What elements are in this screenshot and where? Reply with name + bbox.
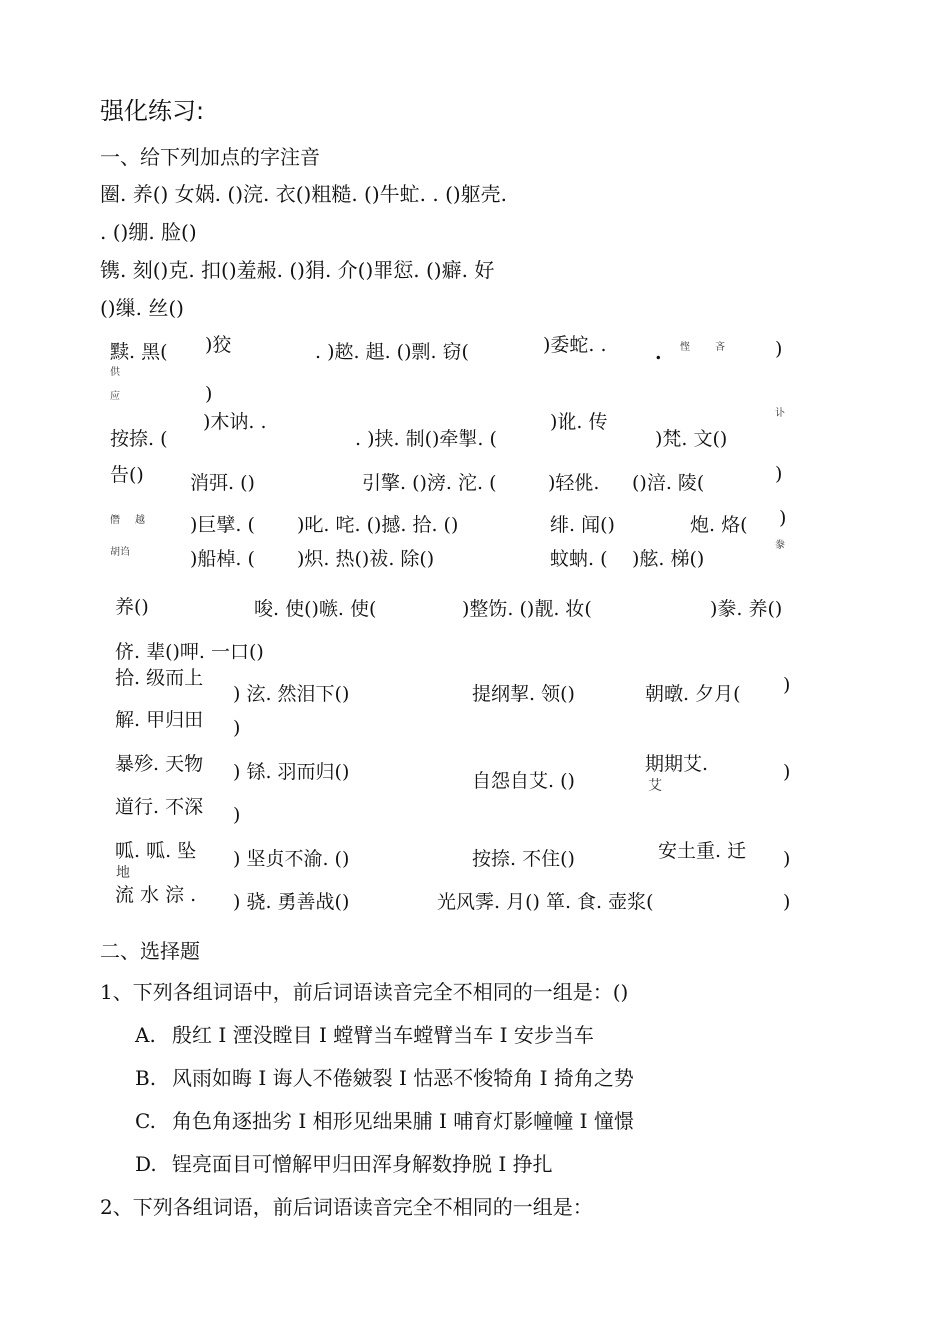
- idiom: ): [233, 717, 241, 739]
- text-fragment: ): [779, 507, 787, 529]
- text-fragment: 吝: [715, 342, 725, 353]
- text-fragment: 引擎. ()滂. 沱. (: [362, 472, 497, 494]
- text-fragment: 按捺. (: [110, 428, 168, 450]
- option-label-a: A.: [135, 1023, 156, 1047]
- text-line: 镌. 刻()克. 扣()羞赧. ()狷. 介()罪愆. ()癖. 好: [100, 258, 495, 282]
- idiom: ) 铩. 羽而归(): [233, 761, 350, 783]
- text-fragment: )木讷. .: [203, 411, 267, 433]
- text-fragment: )整饬. ()靓. 妆(: [462, 598, 592, 620]
- text-fragment: 悭: [680, 342, 690, 353]
- text-fragment: 豢: [775, 540, 785, 551]
- question-2: 2、下列各组词语，前后词语读音完全不相同的一组是：: [100, 1195, 593, 1219]
- option-label-b: B.: [135, 1066, 157, 1090]
- idiom: 提纲挈. 领(): [472, 683, 575, 705]
- text-fragment: )舷. 梯(): [632, 548, 705, 570]
- section-heading-1: 一、给下列加点的字注音: [100, 145, 320, 169]
- text-fragment: . )趑. 趄. ()剽. 窃(: [315, 341, 469, 363]
- idiom: 解. 甲归田: [115, 709, 204, 731]
- idiom: 呱. 呱. 坠: [115, 840, 197, 862]
- idiom: ): [783, 761, 791, 783]
- text-fragment: )叱. 咤. ()撼. 拾. (): [297, 514, 459, 536]
- question-1: 1、下列各组词语中，前后词语读音完全不相同的一组是：(): [100, 980, 629, 1004]
- option-text-d: 锃亮面目可憎解甲归田浑身解数挣脱 I 挣扎: [172, 1152, 553, 1176]
- option-label-c: C.: [135, 1109, 156, 1133]
- option-text-a: 殷红 I 湮没瞠目 I 螳臂当车螳臂当车 I 安步当车: [172, 1023, 594, 1047]
- text-fragment: .: [655, 342, 662, 364]
- idiom: 朝暾. 夕月(: [645, 683, 741, 705]
- idiom: 地: [116, 865, 130, 881]
- text-fragment: 蚊蚋. (: [550, 548, 608, 570]
- text-fragment: )船棹. (: [190, 548, 255, 570]
- text-fragment: 讣: [775, 408, 785, 419]
- option-text-c: 角色角逐拙劣 I 相形见绌果脯 I 哺育灯影幢幢 I 憧憬: [172, 1109, 634, 1133]
- idiom: 拾. 级而上: [115, 667, 204, 689]
- idiom: 自怨自艾. (): [472, 770, 575, 792]
- text-line: 圈. 养() 女娲. ()浣. 衣()粗糙. ()牛虻. . ()躯壳.: [100, 182, 508, 206]
- idiom: 光风霁. 月() 箪. 食. 壶浆(: [437, 891, 654, 913]
- text-fragment: 消弭. (): [190, 472, 255, 494]
- text-fragment: 唆. 使()嗾. 使(: [254, 598, 377, 620]
- text-fragment: ): [775, 338, 783, 360]
- idiom: ): [233, 804, 241, 826]
- page-title: 强化练习:: [100, 97, 205, 125]
- text-line: 侪. 辈()呷. 一口(): [115, 641, 264, 663]
- text-fragment: )狡: [205, 334, 232, 356]
- idiom: ) 骁. 勇善战(): [233, 891, 350, 913]
- idiom: ) 泫. 然泪下(): [233, 683, 350, 705]
- idiom: ): [783, 848, 791, 870]
- text-fragment: 炮. 烙(: [690, 514, 748, 536]
- section-heading-2: 二、选择题: [100, 939, 200, 963]
- text-line: ()缫. 丝(): [100, 296, 184, 320]
- text-fragment: )讹. 传: [550, 411, 608, 433]
- idiom: 按捺. 不住(): [472, 848, 575, 870]
- idiom: 道行. 不深: [115, 796, 204, 818]
- idiom: 艾: [648, 778, 662, 794]
- text-fragment: 黩. 黑(: [110, 341, 168, 363]
- text-line: . ()绷. 脸(): [100, 220, 197, 244]
- text-fragment: 胡诌: [110, 547, 130, 558]
- text-fragment: 告(): [110, 464, 144, 486]
- text-fragment: )豢. 养(): [710, 598, 783, 620]
- idiom: ): [783, 891, 791, 913]
- text-fragment: ()涪. 陵(: [632, 472, 705, 494]
- text-fragment: )梵. 文(): [655, 428, 728, 450]
- text-fragment: 僭: [110, 515, 120, 526]
- text-fragment: 供: [110, 367, 120, 378]
- idiom: 安土重. 迁: [658, 840, 747, 862]
- text-fragment: )轻佻.: [548, 472, 600, 494]
- text-fragment: )巨擘. (: [190, 514, 255, 536]
- option-text-b: 风雨如晦 I 诲人不倦皴裂 I 怙恶不悛犄角 I 掎角之势: [172, 1066, 634, 1090]
- idiom: ): [783, 674, 791, 696]
- text-fragment: )炽. 热()祓. 除(): [297, 548, 435, 570]
- text-fragment: )委蛇. .: [543, 334, 607, 356]
- text-fragment: 越: [135, 515, 145, 526]
- idiom: 暴殄. 天物: [115, 753, 204, 775]
- text-fragment: 应: [110, 391, 120, 402]
- option-label-d: D.: [135, 1152, 157, 1176]
- text-fragment: ): [205, 383, 213, 405]
- text-fragment: 养(): [115, 596, 149, 618]
- idiom: ) 坚贞不渝. (): [233, 848, 350, 870]
- text-fragment: . )挟. 制()牵掣. (: [355, 428, 497, 450]
- text-fragment: 绯. 闻(): [550, 514, 615, 536]
- idiom: 流 水 淙 .: [115, 884, 197, 906]
- idiom: 期期艾.: [645, 753, 709, 775]
- text-fragment: ): [775, 463, 783, 485]
